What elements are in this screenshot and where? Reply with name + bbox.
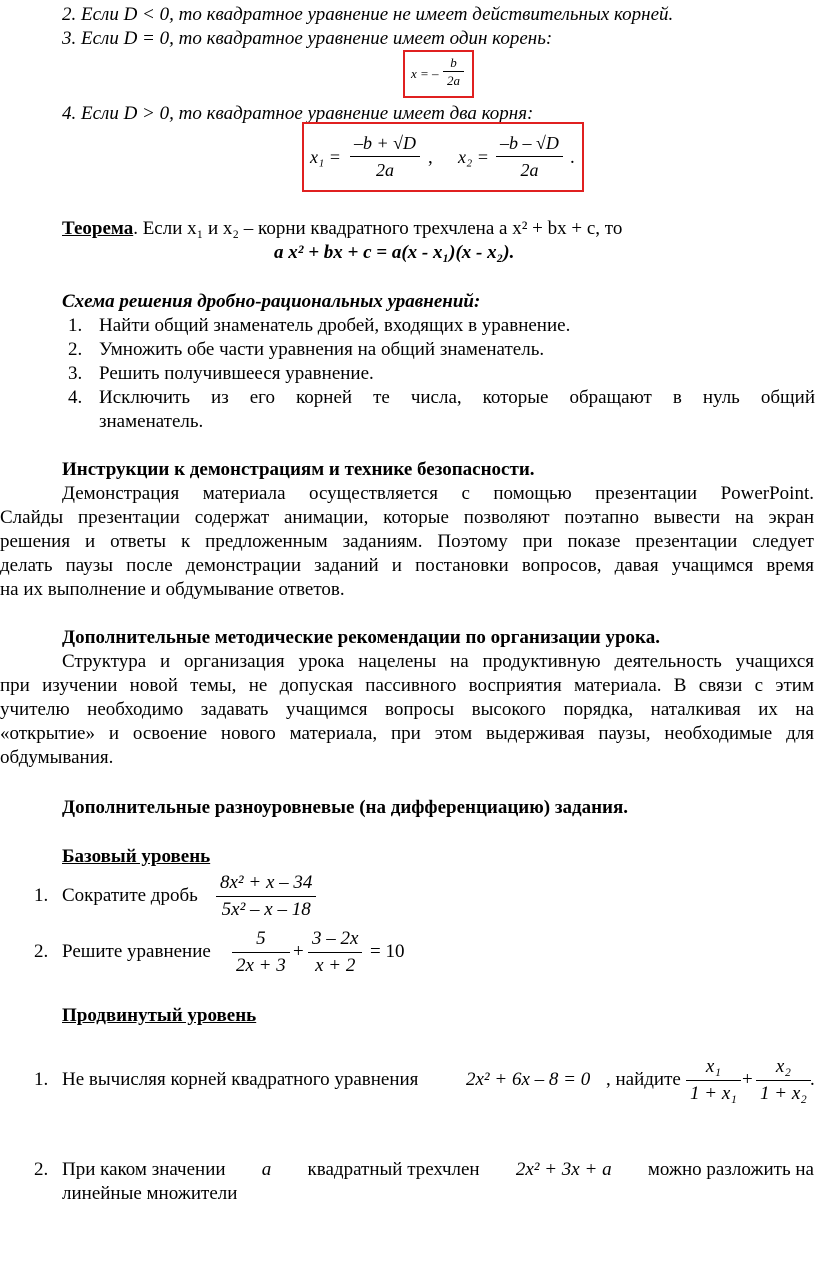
basic-task-1-numerator: 8x² + x – 34 xyxy=(216,870,316,897)
x1-lhs: x₁ = xyxy=(310,147,341,167)
advanced-task-2-part-c: можно разложить на xyxy=(647,1159,814,1180)
one-root-fraction xyxy=(443,54,464,89)
period: . xyxy=(570,147,575,168)
advanced-task-1-text: Не вычисляя корней квадратного уравнения xyxy=(62,1069,419,1090)
theorem-statement: . Если x₁ и x₂ – корни квадратного трехчлена a x² + bx + c, то xyxy=(133,218,623,239)
basic-task-2-f2-numerator: 3 – 2x xyxy=(308,926,362,953)
case-3-text: 3. Если D = 0, то квадратное уравнение имеет один корень: xyxy=(62,28,553,49)
x2-numerator: –b – √D xyxy=(496,130,563,157)
one-root-lhs: x = – xyxy=(411,66,439,81)
advanced-task-1-fraction-1 xyxy=(686,1054,741,1107)
instructions-line-3: решения и ответы к предложенным заданиям. Поэтому при показе презентации следует xyxy=(0,531,814,552)
advanced-task-1-plus: + xyxy=(742,1069,753,1090)
basic-task-1-denominator: 5x² – x – 18 xyxy=(221,899,311,920)
advanced-level-title: Продвинутый уровень xyxy=(62,1005,257,1026)
x2-lhs: x₂ = xyxy=(458,147,489,167)
scheme-step-2-number: 2. xyxy=(68,339,83,360)
scheme-step-4: Исключить из его корней те числа, которые обращают в нуль общий xyxy=(99,387,815,408)
instructions-line-2: Слайды презентации содержат анимации, которые позволяют поэтапно вывести на экран xyxy=(0,507,814,528)
extra-tasks-title: Дополнительные разноуровневые (на дифференциацию) задания. xyxy=(62,797,629,818)
methodical-line-2: при изучении новой темы, не допуская пассивного восприятия материала. В связи с этим xyxy=(0,675,814,696)
advanced-task-2-variable: a xyxy=(261,1159,272,1180)
scheme-title: Схема решения дробно-рациональных уравнений: xyxy=(62,291,481,312)
scheme-step-3-number: 3. xyxy=(68,363,83,384)
basic-task-2-f1-numerator: 5 xyxy=(232,926,290,953)
methodical-line-3: учителю необходимо задавать учащимся вопросы высокого порядка, наталкивая их на xyxy=(0,699,814,720)
basic-task-1-number: 1. xyxy=(34,885,49,906)
methodical-title: Дополнительные методические рекомендации по организации урока. xyxy=(62,627,660,648)
scheme-step-2: Умножить обе части уравнения на общий знаменатель. xyxy=(99,339,545,360)
advanced-task-1-find: , найдите xyxy=(606,1069,681,1090)
basic-task-2-number: 2. xyxy=(34,941,49,962)
basic-task-2-plus: + xyxy=(293,941,304,962)
instructions-line-4: делать паузы после демонстрации заданий и постановки вопросов, давая учащимся время xyxy=(0,555,814,576)
one-root-numerator: b xyxy=(443,54,464,72)
case-4-text: 4. Если D > 0, то квадратное уравнение имеет два корня: xyxy=(62,103,534,124)
basic-task-2-f1-denominator: 2x + 3 xyxy=(236,955,286,976)
x1-fraction xyxy=(350,130,420,183)
two-roots-formula-box xyxy=(302,122,584,192)
advanced-task-1-f1-denominator: 1 + x₁ xyxy=(690,1083,737,1104)
advanced-task-2-number: 2. xyxy=(34,1159,49,1180)
advanced-task-1-f2-denominator: 1 + x₂ xyxy=(760,1083,807,1104)
comma-separator: , xyxy=(428,147,433,168)
basic-task-1-fraction xyxy=(216,870,316,923)
one-root-denominator: 2a xyxy=(447,73,460,88)
theorem-line-2: a x² + bx + c = a(x - x₁)(x - x₂). xyxy=(274,242,515,263)
methodical-line-1: Структура и организация урока нацелены на продуктивную деятельность учащихся xyxy=(62,651,814,672)
instructions-line-1: Демонстрация материала осуществляется с помощью презентации PowerPoint. xyxy=(62,483,814,504)
basic-task-2-fraction-1 xyxy=(232,926,290,979)
advanced-task-1-number: 1. xyxy=(34,1069,49,1090)
scheme-step-3: Решить получившееся уравнение. xyxy=(99,363,374,384)
advanced-task-1-f2-numerator: x₂ xyxy=(756,1054,811,1081)
advanced-task-1-fraction-2 xyxy=(756,1054,811,1107)
basic-level-title: Базовый уровень xyxy=(62,846,211,867)
basic-task-1-text: Сократите дробь xyxy=(62,885,198,906)
advanced-task-2-part-b: квадратный трехчлен xyxy=(307,1159,480,1180)
basic-task-2-f2-denominator: x + 2 xyxy=(315,955,356,976)
methodical-line-5: обдумывания. xyxy=(0,747,114,768)
basic-task-2-fraction-2 xyxy=(308,926,362,979)
scheme-step-1-number: 1. xyxy=(68,315,83,336)
basic-task-2-text: Решите уравнение xyxy=(62,941,211,962)
advanced-task-1-end: . xyxy=(810,1069,815,1090)
advanced-task-2-polynomial: 2x² + 3x + a xyxy=(515,1159,612,1180)
scheme-step-4-number: 4. xyxy=(68,387,83,408)
x2-fraction xyxy=(496,130,563,183)
basic-task-2-rhs: = 10 xyxy=(370,941,405,962)
x1-denominator: 2a xyxy=(376,160,395,180)
methodical-line-4: «открытие» и освоение нового материала, при этом выдерживая паузы, необходимые для xyxy=(0,723,814,744)
advanced-task-1-equation: 2x² + 6x – 8 = 0 xyxy=(466,1069,591,1090)
x2-denominator: 2a xyxy=(520,160,539,180)
instructions-line-5: на их выполнение и обдумывание ответов. xyxy=(0,579,345,600)
one-root-formula-box xyxy=(403,50,474,98)
advanced-task-2-part-a: При каком значении xyxy=(62,1159,226,1180)
scheme-step-4-cont: знаменатель. xyxy=(99,411,204,432)
theorem-label: Теорема xyxy=(62,218,134,239)
advanced-task-1-f1-numerator: x₁ xyxy=(686,1054,741,1081)
x1-numerator: –b + √D xyxy=(350,130,420,157)
theorem-line-1 xyxy=(62,217,622,240)
advanced-task-2-line-1 xyxy=(62,1158,814,1181)
scheme-step-1: Найти общий знаменатель дробей, входящих в уравнение. xyxy=(99,315,571,336)
case-2-text: 2. Если D < 0, то квадратное уравнение не имеет действительных корней. xyxy=(62,4,674,25)
instructions-title: Инструкции к демонстрациям и технике безопасности. xyxy=(62,459,535,480)
advanced-task-2-line-2: линейные множители xyxy=(62,1183,238,1204)
